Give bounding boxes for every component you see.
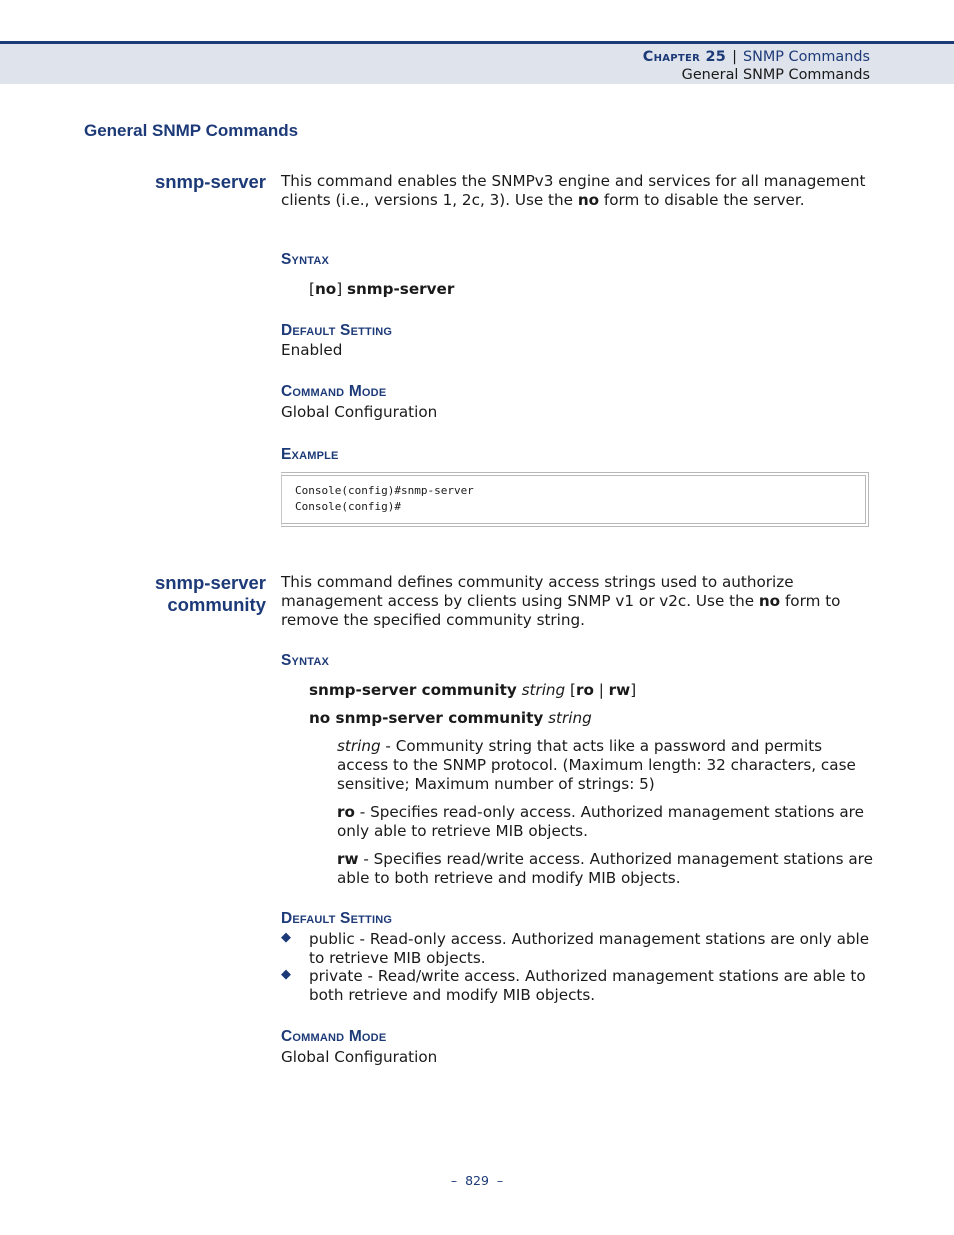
running-header [0, 41, 954, 84]
parameter-term: rw [337, 850, 359, 868]
command-mode-value: Global Configuration [281, 403, 438, 421]
command-name-line-2: community [167, 594, 266, 615]
syntax-line-2 [309, 709, 592, 728]
header-line-1 [643, 48, 870, 66]
bracket-close: ] [336, 280, 343, 298]
syntax-line-1 [309, 681, 636, 700]
parameter-string [337, 737, 873, 793]
parameter-term: ro [337, 803, 355, 821]
bullet-text: private - Read/write access. Authorized management stations are able to both retrieve and modify MIB objects. [309, 967, 866, 1004]
command-name-snmp-server: snmp-server [154, 171, 266, 192]
syntax-line [309, 280, 454, 299]
description-no-keyword: no [577, 190, 600, 209]
syntax-command: no snmp-server community [309, 709, 544, 727]
header-text [643, 48, 870, 84]
example-heading: Example [281, 446, 339, 463]
bracket-close: ] [630, 681, 637, 699]
parameter-rw [337, 850, 873, 888]
diamond-bullet-icon: ◆ [281, 967, 291, 982]
syntax-heading: Syntax [281, 652, 330, 669]
description-no-keyword: no [758, 591, 781, 610]
header-chapter: Chapter 25 [642, 49, 727, 65]
description-text: This command enables the SNMPv3 engine and services for all management clients (i.e., versions 1, 2c, 3). Use the [281, 172, 866, 209]
header-separator: | [732, 49, 737, 65]
syntax-argument: string [521, 681, 566, 699]
syntax-rw-keyword: rw [608, 681, 631, 699]
bullet-text: public - Read-only access. Authorized management stations are only able to retrieve MIB objects. [309, 930, 870, 967]
default-setting-heading: Default Setting [281, 910, 393, 927]
code-line: Console(config)# [295, 500, 401, 513]
syntax-heading: Syntax [281, 251, 330, 268]
description-text: This command defines community access strings used to authorize management access by clients using SNMP v1 or v2c. Use the [281, 573, 794, 610]
syntax-pipe: | [598, 681, 604, 699]
default-setting-heading: Default Setting [281, 322, 393, 339]
command-name-line-1: snmp-server [154, 572, 266, 593]
header-chapter-title: SNMP Commands [742, 49, 870, 65]
parameter-ro [337, 803, 873, 841]
diamond-bullet-icon: ◆ [281, 930, 291, 945]
snmp-server-community-description [281, 573, 871, 629]
bracket-open: [ [309, 280, 315, 298]
syntax-no-keyword: no [314, 280, 337, 298]
syntax-ro-keyword: ro [575, 681, 594, 699]
bracket-open: [ [570, 681, 576, 699]
description-text-end: form to remove the specified community string. [281, 591, 841, 629]
parameter-description: - Specifies read-only access. Authorized management stations are only able to retrieve MIB objects. [337, 803, 864, 840]
page-number: 829 [465, 1173, 489, 1188]
example-code-box [281, 472, 869, 527]
syntax-argument: string [548, 709, 592, 727]
header-section: General SNMP Commands [681, 67, 870, 83]
snmp-server-description [281, 172, 871, 210]
footer-dash: – [496, 1173, 504, 1188]
command-mode-heading: Command Mode [281, 1028, 387, 1045]
parameter-description: - Specifies read/write access. Authorized management stations are able to both retrieve and modify MIB objects. [337, 850, 873, 887]
description-text-end: form to disable the server. [599, 190, 805, 209]
section-title: General SNMP Commands [84, 121, 299, 140]
footer-dash: – [450, 1173, 458, 1188]
page-footer [0, 1173, 954, 1188]
code-line: Console(config)#snmp-server [295, 484, 474, 497]
parameter-description: - Community string that acts like a password and permits access to the SNMP protocol. (Maximum length: 32 characters, case sensitive; Maximum number of strings: 5) [337, 737, 856, 793]
default-setting-value: Enabled [281, 341, 343, 359]
command-mode-value: Global Configuration [281, 1048, 438, 1066]
syntax-command: snmp-server community [309, 681, 517, 699]
syntax-command: snmp-server [346, 280, 455, 298]
parameter-term: string [337, 737, 381, 755]
command-mode-heading: Command Mode [281, 383, 387, 400]
command-name-snmp-server-community [155, 572, 266, 616]
